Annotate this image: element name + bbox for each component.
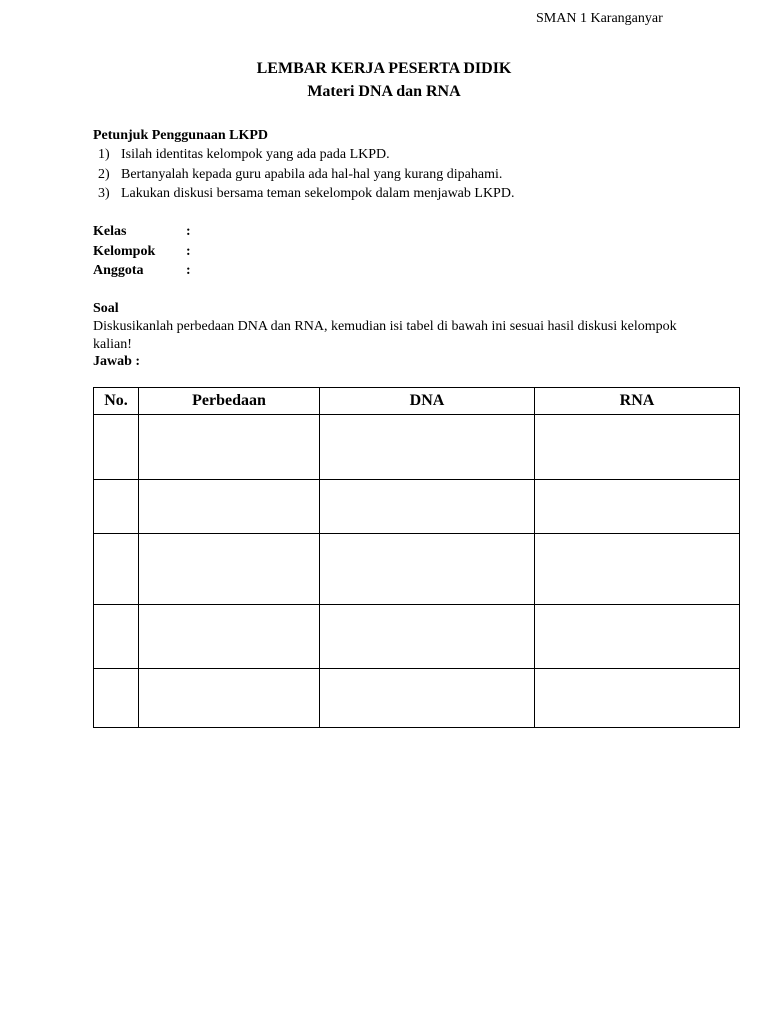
question-section bbox=[93, 299, 693, 370]
table-cell-dna[interactable] bbox=[320, 605, 535, 669]
table-cell-perbedaan[interactable] bbox=[139, 534, 320, 605]
identity-row-anggota bbox=[93, 261, 191, 281]
table-cell-no[interactable] bbox=[94, 669, 139, 728]
instruction-item bbox=[93, 165, 733, 185]
column-header-rna: RNA bbox=[535, 388, 740, 415]
identity-separator: : bbox=[186, 263, 191, 278]
identity-separator: : bbox=[186, 224, 191, 239]
table-cell-perbedaan[interactable] bbox=[139, 480, 320, 534]
table-cell-dna[interactable] bbox=[320, 480, 535, 534]
school-name: SMAN 1 Karanganyar bbox=[536, 11, 663, 26]
table-cell-perbedaan[interactable] bbox=[139, 605, 320, 669]
worksheet-title: LEMBAR KERJA PESERTA DIDIK bbox=[256, 60, 512, 77]
identity-separator: : bbox=[186, 243, 191, 259]
table-cell-rna[interactable] bbox=[535, 415, 740, 480]
identity-row-kelompok bbox=[93, 242, 191, 262]
instruction-number: 2) bbox=[98, 166, 110, 182]
table-cell-no[interactable] bbox=[94, 480, 139, 534]
instructions-heading: Petunjuk Penggunaan LKPD bbox=[93, 128, 269, 143]
instruction-text: Bertanyalah kepada guru apabila ada hal-hal yang kurang dipahami. bbox=[121, 166, 503, 182]
identity-label: Kelompok bbox=[93, 243, 156, 259]
instruction-text: Isilah identitas kelompok yang ada pada LKPD. bbox=[121, 147, 390, 162]
worksheet-subtitle: Materi DNA dan RNA bbox=[307, 83, 461, 100]
identity-label: Anggota bbox=[93, 263, 144, 278]
table-cell-no[interactable] bbox=[94, 605, 139, 669]
column-header-no: No. bbox=[94, 388, 139, 415]
table-cell-no[interactable] bbox=[94, 415, 139, 480]
column-header-dna: DNA bbox=[320, 388, 535, 415]
instruction-number: 1) bbox=[98, 147, 110, 162]
instruction-item bbox=[93, 145, 733, 165]
identity-section bbox=[93, 222, 191, 281]
answer-table bbox=[93, 387, 740, 728]
table-cell-rna[interactable] bbox=[535, 480, 740, 534]
instruction-number: 3) bbox=[98, 186, 110, 201]
table-cell-dna[interactable] bbox=[320, 415, 535, 480]
table-header-row bbox=[94, 388, 740, 415]
table-row bbox=[94, 605, 740, 669]
question-text: Diskusikanlah perbedaan DNA dan RNA, kemudian isi tabel di bawah ini sesuai hasil diskusi kelompok kalian! bbox=[93, 319, 677, 352]
identity-row-kelas bbox=[93, 222, 191, 242]
question-label: Soal bbox=[93, 301, 119, 316]
table-row bbox=[94, 415, 740, 480]
table-cell-perbedaan[interactable] bbox=[139, 669, 320, 728]
title-block bbox=[0, 59, 768, 102]
instructions-section bbox=[93, 126, 733, 204]
table-cell-rna[interactable] bbox=[535, 605, 740, 669]
instructions-list bbox=[93, 145, 733, 204]
table-cell-rna[interactable] bbox=[535, 534, 740, 605]
table-cell-rna[interactable] bbox=[535, 669, 740, 728]
table-row bbox=[94, 534, 740, 605]
instruction-item bbox=[93, 184, 733, 204]
column-header-perbedaan: Perbedaan bbox=[139, 388, 320, 415]
table-row bbox=[94, 480, 740, 534]
instruction-text: Lakukan diskusi bersama teman sekelompok dalam menjawab LKPD. bbox=[121, 186, 515, 201]
answer-label: Jawab : bbox=[93, 354, 141, 369]
identity-label: Kelas bbox=[93, 224, 127, 239]
table-row bbox=[94, 669, 740, 728]
table-cell-no[interactable] bbox=[94, 534, 139, 605]
table-cell-dna[interactable] bbox=[320, 534, 535, 605]
table-cell-dna[interactable] bbox=[320, 669, 535, 728]
table-cell-perbedaan[interactable] bbox=[139, 415, 320, 480]
